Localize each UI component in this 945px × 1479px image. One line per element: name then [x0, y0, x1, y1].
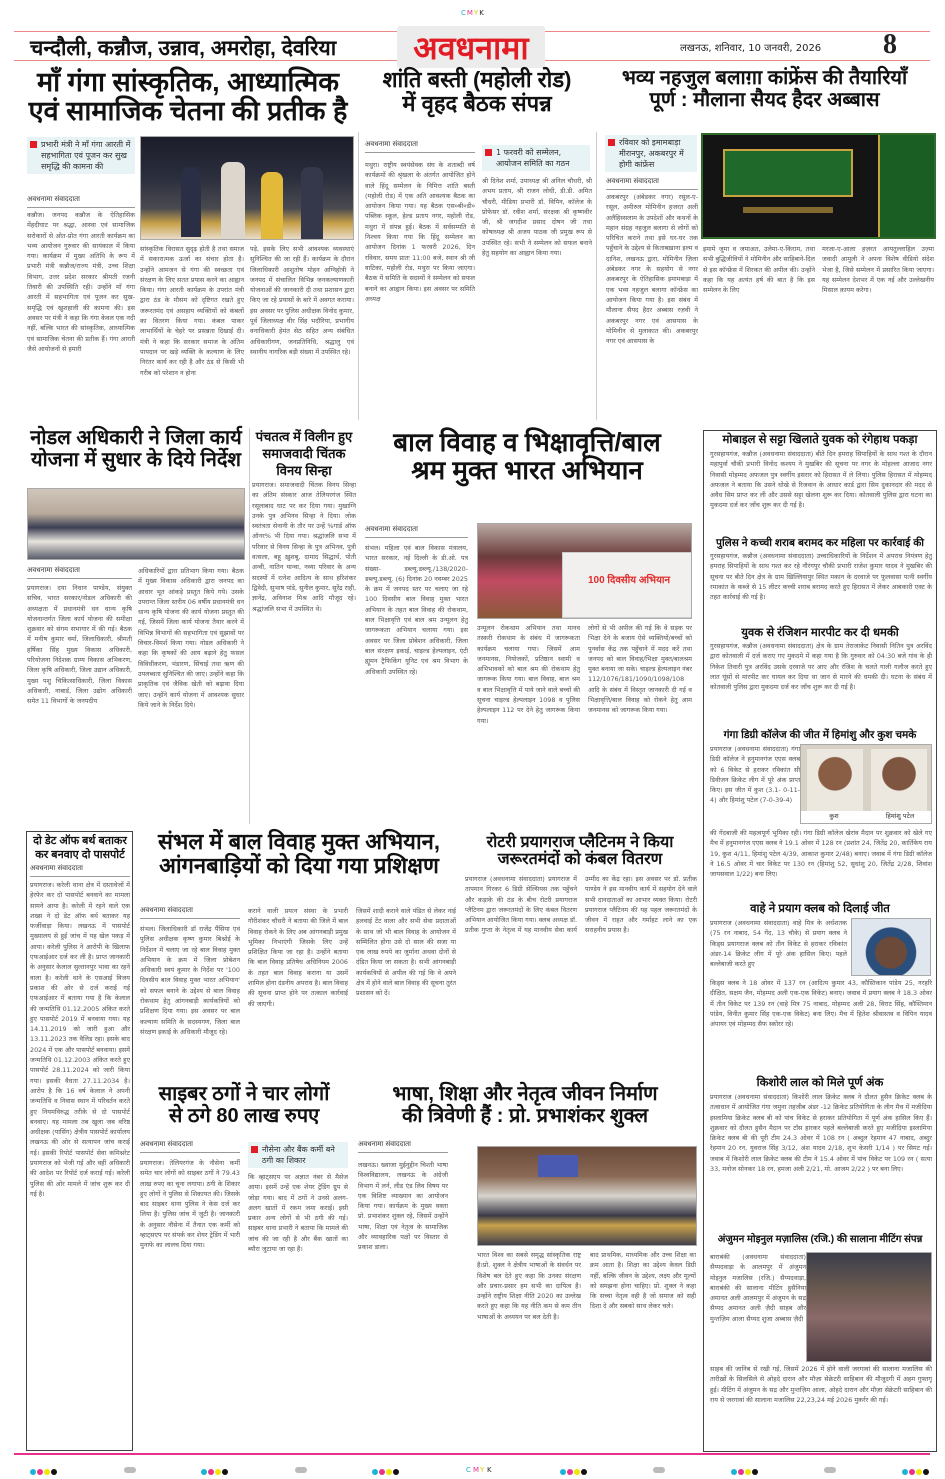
photo-nahjul-book-cover — [701, 133, 936, 239]
body-nodal-col2: अधिकारियों द्वारा प्रतिभाग किया गया। बैठक में मुख्य विकास अधिकारी द्वारा जनपद का आधार भूत आंकड़े प्रस्तुत किये गये। उसके उपरान्त जिला स्तरीय 06 वर्षीय प्रधानमंत्री धन धान्य कृषि योजना की कार्य योजना प्रस्तुत की गई, जिसमें जिला कार्य योजना तैयार करने में विभिन्न विभागों की सहभागिता एवं सुझावों पर विचार-विमर्श किया गया। नोडल अधिकारी ने कहा कि कृषकों की आय बढ़ाने हेतु फसल विविधीकरण, भंडारण, सिंचाई तथा ऋण की उपलब्धता सुनिश्चित की जाए। उन्होंने कहा कि प्राकृतिक एवं जैविक खेती को बढ़ावा दिया जाए। उन्होंने कार्य योजना में आवश्यक सुधार किये जाने के निर्देश दिये। — [138, 567, 244, 709]
photo-bhasha-lecture — [477, 1146, 697, 1246]
headline-bhasha[interactable]: भाषा, शिक्षा और नेतृत्व जीवन निर्माण की त्रिवेणी हैं : प्रो. प्रभाशंकर शुक्ल — [392, 1083, 658, 1127]
body-bal-vivah-col1: संभल। महिला एवं बाल विकास मंत्रालय, भारत सरकार, नई दिल्ली के डी.ओ. पत्र संख्या- डब्ल्यू.डब्ल्यू./138/2020- डब्ल्यू.डब्ल्यू. (6) दिनांक 20 नवम्बर 2025 के क्रम में जनपद स्तर पर चलाए जा रहे 100 दिवसीय बाल विवाह मुक्त भारत अभियान के तहत बाल विवाह की रोकथाम, बाल भिक्षावृत्ति एवं बाल श्रम उन्मूलन हेतु जागरूकता अभियान चलाया गया। इस अवसर पर जिला प्रोबेशन अधिकारी, जिला बाल संरक्षण इकाई, चाइल्ड हेल्पलाइन, एंटी ह्यूमन ट्रैफिकिंग यूनिट एवं श्रम विभाग के अधिकारी उपस्थित रहे। — [365, 544, 468, 676]
sidebar-body-7-wrap: बाराबंकी (अवधनामा संवाददाता) सैय्यदवाड़ा के आलमपुर में अंजुमन मोइनुल मजालिस (रजि.) सैय्यदवाड़ा, बाराबंकी की सालाना मीटिंग हुसैनिया अमानत अली आलमपुर में अंजुमन के सद्र सैय्यद अमानत अली ज़ैदी साहब और मुन्तज़िम आला सैय्यद शुजा अब्बास ज़ैदी — [710, 1253, 806, 1323]
headline-nodal[interactable]: नोडल अधिकारी ने जिला कार्य योजना में सुधार के दिये निर्देश — [30, 427, 242, 471]
callout-cyber: नौसेना और बैंक कर्मी बने ठगी का शिकार — [248, 1142, 348, 1168]
byline-bal-vivah-bharat: अवधनामा संवाददाता — [365, 525, 468, 538]
sidebar-body-6: प्रयागराज (अवधनामा संवाददाता) किशोरी लाल क्रिकेट क्लब ने दौलत हुसैन क्रिकेट क्लब के तत्वाधान में आयोजित गंगा जमुना तहजीब अंडर -12 क्रिकेट प्रतियोगिता के लीग मैच में मजीदिया इस्लामिया क्रिकेट क्लब बी को पांच विकेट से हराकर प्रतियोगिता में पूर्ण अंक हासिल किए हैं। शुक्रवार को दौलत हुसैन मैदान पर टॉस हारकर पहले बल्लेबाजी करते हुए मजीदिया इस्लामिया क्रिकेट क्लब बी की पूरी टीम 24.3 ओवर में 108 रन ( अब्दुल रेहमान 47 नाबाद, अब्दुर रेहमान 20 रन, युवराज सिंह 3/12, अंश यादव 2/18, शुभ केसरी 1/14 ) पर सिमट गई। जवाब में किशोरी लाल क्रिकेट क्लब की टीम ने 15.4 ओवर में पांच विकेट पर 109 रन ( सत्या 33, मनोज सोनकर 18 रन, हमजा अली 2/21, मो. आजम 2/22 ) पर बना लिए। — [710, 1093, 932, 1174]
page-number: 8 — [883, 29, 897, 60]
sidebar-headline-3[interactable]: युवक से रंजिशन मारपीट कर दी धमकी — [741, 627, 899, 639]
body-bal-vivah-col2: उन्मूलन रोकथाम अभियान तथा मानव तस्करी रोकथाम के संबंध में जागरूकता कार्यक्रम चलाया गया। जिसमें आम जनमानस, नियोजकों, प्रतिष्ठान स्वामी व अभिभावकों को बाल श्रम की रोकथाम हेतु जागरूक किया गया। बाल विवाह, बाल श्रम व बाल भिक्षावृत्ति में पाये जाने वाले बच्चों की सूचना चाइल्ड हेल्पलाइन 1098 व पुलिस हेल्पलाइन 112 पर देने हेतु जागरूक किया गया। — [477, 624, 580, 725]
body-sambhal-col2: कराने वाली प्रयत्न संस्था के प्रभारी गौरीशंकर चौधरी ने बताया की जिले में बाल विवाह रोकने के लिए अब आंगनबाड़ी प्रमुख भूमिका निभाएंगी जिसके लिए उन्हें प्रशिक्षित किया जा रहा है। उन्होंने बताया कि बाल विवाह प्रतिषेध अधिनियम 2006 के तहत बाल विवाह कराना या उसमें शामिल होना दंडनीय अपराध है। बाल विवाह की सूचना प्राप्त होने पर तत्काल कार्रवाई की जाएगी। — [248, 907, 348, 1008]
caption-himanshu: हिमांशु पटेल — [867, 811, 932, 823]
body-bal-vivah-col3: लोगों से भी अपील की गई कि वे सड़क पर भिक्षा देने के बजाय ऐसे व्यक्तियों/बच्चों को पुनर्वास केंद्र तक पहुँचाने में मदद करें तथा जनपद को बाल विवाह/भिक्षा मुक्त/बालश्रम मुक्त बनाया जा सके। चाइल्ड हेल्पलाइन नंबर 112/1076/181/1090/1098/108 आदि के संबंध में विस्तृत जानकारी दी गई व भिक्षावृत्ति/बाल विवाह को रोकने हेतु आम जनमानस को जागरूक किया गया। — [588, 624, 692, 715]
banner-text: 100 दिवसीय अभियान — [587, 575, 671, 586]
body-nodal-col1: प्रयागराज। दया निधान पाण्डेय, संयुक्त सचिव, भारत सरकार/नोडल अधिकारी की अध्यक्षता में प्रधानमंत्री धन धान्य कृषि योजनान्तर्गत जिला कार्य योजना की समीक्षा शुक्रवार को संगम सभागार में की गई। बैठक में मनीष कुमार वर्मा, जिलाधिकारी, श्रीमती हर्षिका सिंह मुख्य विकास अधिकारी, परियोजना निदेशक ग्राम्य विकास अभिकरण, जिला कृषि अधिकारी, जिला उद्यान अधिकारी, मुख्य पशु चिकित्साधिकारी, जिला विकास अधिकारी, नाबार्ड, जिला उद्योग अधिकारी समेत 11 विभागों के जनपदीय — [27, 584, 132, 706]
body-rotary: प्रयागराज (अवधनामा संवाददाता) प्रयागराज में तापमान गिरकर 6 डिग्री सेल्सियस तक पहुँचने और कड़ाके की ठंड के बीच रोटरी प्रयागराज प्लैटिनम द्वारा जरूरतमंदों के लिए कंबल वितरण अभियान आयोजित किया गया। क्लब अध्यक्ष डॉ. प्रतीक गुप्ता के नेतृत्व में यह मानवीय सेवा कार्य उम्मीद का केंद्र रहा। इस अवसर पर डॉ. प्रतीक पाण्डेय ने इस मानवीय कार्य में सहयोग देने वाले सभी दानदाताओं का आभार व्यक्त किया। रोटरी प्रयागराज प्लैटिनम की यह पहल जरूरतमंदों के जीवन में राहत और गर्माहट लाने का एक सराहनीय प्रयास है। — [465, 875, 697, 935]
byline-bhasha: अवधनामा संवाददाता — [358, 1140, 448, 1153]
byline-nodal: अवधनामा संवाददाता — [27, 566, 132, 579]
byline-cyber: अवधनामा संवाददाता — [140, 1140, 240, 1153]
body-shanti-col2: श्री दिनेश शर्मा, उपाध्यक्ष श्री अनिल चौधरी, श्री अभय प्रताप, श्री राजन लोधी, डी.डी. अमित चौधरी, मीडिया प्रभारी डॉ. विपिन, कॉलेज के प्रोफेसर डॉ. रवीश शर्मा, संरक्षक श्री कृष्णवीर जी, श्री जगदीश प्रसाद दोषन जी तथा कोषाध्यक्ष श्री अजय पाठक जी प्रमुख रूप से उपस्थित रहे। सभी ने सम्मेलन को सफल बनाने हेतु सहयोग का आह्वान किया गया। — [482, 177, 592, 258]
sidebar-headline-1[interactable]: मोबाइल से सट्टा खिलाते युवक को रंगेहाथ पकड़ा — [722, 434, 918, 446]
byline-sambhal: अवधनामा संवाददाता — [140, 906, 240, 919]
sidebar-body-3: गुरसहायगंज, कन्नौज (अवधनामा संवाददाता) क्षेत्र के ग्राम तेराजाकेट निवासी नितिन पुत्र अरविंद द्वारा कोतवाली में दर्ज कराए गए मुकदमे में कहा गया है कि गुरुवार को 04:30 बजे गांव के ही निकेश तिवारी पुत्र अरविंद उसके दरवाजे पर आए और रंजिश के चलते गाली गलौज करते हुए लात घूंसों से मारपीट कर घायल कर दिया था जान से मारने की धमकी दी। घटना के संबंध में कोतवाली पुलिस द्वारा मुकदमा दर्ज कर जाँच शुरू कर दी गई है। — [710, 642, 932, 692]
body-sambhal-col1: संभल। जिलाधिकारी डॉ राजेंद्र पैंसिया एवं पुलिस अधीक्षक कृष्ण कुमार बिश्नोई के निर्देशन में चलाए जा रहे बाल विवाह मुक्त अभियान के क्रम में जिला प्रोबेशन अधिकारी स्वयं कुमार के निर्देश पर '100 दिवसीय बाल विवाह मुक्त भारत अभियान' को सफल बनाने के उद्देश्य से बाल विवाह रोकथाम हेतु आंगनबाड़ी कार्यकत्रियों को प्रशिक्षण दिया गया। इस अवसर पर बाल कल्याण समिति के सदस्यगण, जिला बाल संरक्षण इकाई के अधिकारी मौजूद रहे। — [140, 925, 240, 1036]
sidebar-body-4-wrap: प्रयागराज (अवधनामा संवाददाता) गंगा डिग्री कॉलेज ने हनुमानगंज एएस क्लब को 6 विकेट से हराकर रविकांत सी डिवीजन क्रिकेट लीग में पूरे अंक प्राप्त किए। इस जीत में कुश (3.1- 0-11-4) और हिमांशु पटेल (7-0-39-4) — [710, 745, 800, 805]
photo-cricketers-kush-himanshu — [800, 744, 932, 824]
body-bhasha-col3: बाद प्राथमिक, माध्यमिक और उच्च शिक्षा का क्रम आता है। शिक्षा का उद्देश्य केवल डिग्री नहीं, बल्कि जीवन के उद्देश्य, लक्ष्य और मूल्यों को समझना होना चाहिए। प्रो. शुक्ल ने कहा कि सच्चा नेतृत्व वही है जो समाज को सही दिशा दे और सबको साथ लेकर चले। — [590, 1251, 696, 1311]
dateline: लखनऊ, शनिवार, 10 जनवरी, 2026 — [680, 43, 822, 54]
headline-vinay-sinha[interactable]: पंचतत्व में विलीन हुए समाजवादी चिंतक विनय सिन्हा — [255, 429, 353, 478]
headline-cyber[interactable]: साइबर ठगों ने चार लोगों से ठगे 80 लाख रुपए — [158, 1083, 330, 1127]
sidebar-body-7-full: साहब की जानिब से रखी गई, जिसमें 2026 में होने वाली जरगावां की सालाना मजालिस की तारीख़ों के सिलसिले से ओहदे दारान और मौज़ा सेक्रेटरी साहिबान की मौजूदगी में अहम गुफ्तगू हुई। मीटिंग में अंजुमन के सद्र और मुन्तज़िम आला, ओहदे दारान और मौज़ा सेक्रेटरी साहिबान की राय से जरगावां की सालाना मजालिस 22,23,24 मई 2026 मुकर्रर की गई। — [710, 1365, 932, 1404]
byline-nahjul: अवधनामा संवाददाता — [606, 177, 698, 190]
body-passport: प्रयागराज। करेली थाना क्षेत्र में दस्तावेजों में हेरफेर कर दो पासपोर्ट बनवाने का मामला सामने आया है। करेली में रहने वाले एक शख्स ने दो डेट ऑफ बर्थ बताकर यह फर्जीवाड़ा किया। लखनऊ में पासपोर्ट मुख्यालय से हुई जांच में यह खेल पकड़ में आया। करेली पुलिस ने आरोपी के खिलाफ एफआईआर दर्ज कर ली है। प्राप्त जानकारी के अनुसार केलाल सुल्तानपुर भावा का रहने वाला है। करेली थाने के एसआई विजय प्रकाश की ओर से दर्ज कराई गई एफआईआर में बताया गया है कि केलाल की जन्मतिथि 01.12.2005 अंकित करते हुए पासपोर्ट 2019 में बनवाया गया। यह 14.11.2019 को जारी हुआ और 13.11.2023 तक वैलिड रहा। इसके बाद 2024 में एक और पासपोर्ट बनवाया। इसमें जन्मतिथि 01.12.2003 अंकित करते हुए पासपोर्ट 28.11.2024 को जारी किया गया। इसकी वैधता 27.11.2034 है। आरोप है कि 16 वर्ष केलाल ने अपनी जन्मतिथि व निवास स्थान में परिवर्तन करते हुए नियमविरुद्ध तरीके से दो पासपोर्ट बनवाए। यह मामला तब खुला जब वरिष्ठ अधीक्षक (पासिंग) क्षेत्रीय पासपोर्ट कार्यालय लखनऊ की ओर से सत्यापन जांच कराई गई। इसकी रिपोर्ट पासपोर्ट सेवा कमिश्नरेट प्रयागराज को भेजी गई और वहीं अधिकारी की आदेश पर रिपोर्ट दर्ज कराई गई। करेली पुलिस की ओर मामले में जांच शुरू कर दी गई है। — [30, 881, 130, 1198]
column-rule — [249, 428, 250, 824]
bottom-rule — [14, 1453, 930, 1455]
headline-passport[interactable]: दो डेट ऑफ बर्थ बताकर कर बनवाए दो पासपोर्ट — [33, 835, 127, 861]
caption-kush: कुश — [801, 811, 867, 823]
headline-shanti-basti[interactable]: शांति बस्ती (महोली रोड) में वृहद बैठक संपन्न — [382, 67, 572, 116]
body-cyber-col1: प्रयागराज। तेलियरगंज के नौसेना कर्मी समेत चार लोगों को साइबर ठगों ने 79.43 लाख रुपए का चूना लगाया। ठगी के शिकार हुए लोगों ने पुलिस से शिकायत की। जिसके बाद साइबर थाना पुलिस ने केस दर्ज कर लिया है। पुलिस जांच में जुटी है। जानकारी के अनुसार नौसेना में तैनात एक कर्मी को व्हाट्सएप पर संपर्क कर शेयर ट्रेडिंग में भारी मुनाफे का लालच दिया गया। — [140, 1159, 240, 1250]
sidebar-body-5-full: किड्स क्लब ने 18 ओवर में 137 रन (आदित्य कुमार 43, कौस्तिकान पांडेय 25, नरहरि दीक्षित, सक्षम जैन, मोहम्मद अली एक-एक विकेट) बनाए। जवाब में प्रयाग क्लब ने 18.3 ओवर में तीन विकेट पर 139 रन (वाहे मित्र 75 नाबाद, मोहम्मद अली 28, विराट सिंह, कौस्तिमान पांडेय, विनीत कुमार सिंह एक-एक विकेट) बना लिए। मैच में हितेश श्रीवास्तव व विपिन यादव अंपायर एवं मोहम्मद सैफ स्कोरर रहे। — [710, 979, 932, 1029]
headline-ganga[interactable]: माँ गंगा सांस्कृतिक, आध्यात्मिक एवं सामाजिक चेतना की प्रतीक है — [28, 67, 348, 127]
sidebar-headline-6[interactable]: किशोरी लाल को मिले पूर्ण अंक — [756, 1077, 884, 1089]
photo-bal-vivah-rally — [477, 523, 692, 619]
sidebar-body-4-full: की गेंदबाजी की महत्वपूर्ण भूमिका रही। गंगा डिग्री कॉलेज खेरांव मैदान पर शुक्रवार को खेले गए मैच में हनुमानगंज एएस क्लब ने 19.1 ओवर में 128 रन (प्रशांत 24, जितेंद्र 20, कार्तिकेय राय 19, कुश 4/11, हिमांशु पटेल 4/39, आकाश कुमार 2/48) बनाए। जवाब में गंगा डिग्री कॉलेज ने 16.5 ओवर में चार विकेट पर 130 रन (हिमांशु 52, सुधांशु 20, जितेंद्र 2/28, शिवांश जायसवाल 1/22) बना लिए। — [710, 829, 932, 879]
body-nahjul-col3: मरजा-ए-आला हज़रत आयतुल्लाहिल उज़्मा जवादी आमुली ने अपना विशेष वीडियो संदेश भेजा है, जिसे सम्मेलन में प्रसारित किया जाएगा। यह सम्मेलन देशभर में एक नई और उल्लेखनीय मिसाल क़ायम करेगा। — [822, 245, 934, 295]
body-bhasha-col2: भारत विश्व का सबसे समृद्ध सांस्कृतिक राष्ट्र है।प्रो. शुक्ल ने क्षेत्रीय भाषाओं के संवर्धन पर विशेष बल देते हुए कहा कि उनका संरक्षण और प्रचार-प्रसार हम सभी का दायित्व है। उन्होंने राष्ट्रीय शिक्षा नीति 2020 का उल्लेख करते हुए कहा कि यह नीति कम से कम तीन भाषाओं के अध्ययन पर बल देती है। — [477, 1251, 581, 1321]
photo-nodal-meeting — [27, 488, 245, 560]
sidebar-body-2: गुरसहायगंज, कन्नौज (अवधनामा संवाददाता) उच्चाधिकारियों के निर्देशन में अपराध नियंत्रण हेतु हमराह सिपाहियों के साथ गश्त कर रहे नौरंगपुर चौकी प्रभारी राजेश कुमार यादव ने मुखबिर की सूचना पर बीते दिन क्षेत्र के ग्राम खिल्लियापुर स्थित मकान के दरवाजे पर फूलवासा पत्नी स्वर्गीय रमाकांत के कब्जे से 15 लीटर कच्ची शराब बरामद करते हुए हिरासत में लेकर आबकारी एक्ट के तहत कार्रवाई की गई है। — [710, 552, 932, 602]
sidebar-headline-5[interactable]: वाहे ने प्रयाग क्लब को दिलाई जीत — [750, 903, 890, 915]
registration-dots — [30, 1460, 930, 1479]
sidebar-headline-7[interactable]: अंजुमन मोइनुल मज़ालिस (रजि.) की सालाना मीटिंग संपन्न — [717, 1234, 923, 1245]
sidebar-body-5-wrap: प्रयागराज (अवधनामा संवाददाता) वाहे मित्र के अर्धशतक (75 रन नाबाद, 54 गेंद, 13 चौके) से प्रयाग क्लब ने किड्स प्रयागराज क्लब को तीन विकेट से हराकर रविकांत अंडर-14 क्रिकेट लीग में पूरे अंक हासिल किए। पहले बल्लेबाजी करते हुए — [710, 919, 847, 969]
byline-passport: अवधनामा संवाददाता — [30, 864, 130, 877]
byline-ganga: अवधनामा संवाददाता — [27, 195, 135, 208]
cmyk-registration-mark: CMYK — [461, 9, 485, 17]
sidebar-headline-4[interactable]: गंगा डिग्री कॉलेज की जीत में हिमांशु और कुश चमके — [723, 729, 917, 741]
body-nahjul-col1: अकबरपुर (अंबेडकर नगर) रसूल-ए-रसूल, अमीरुल मोमिनीन हजरत अली अलैहिस्सलाम के उपदेशों और कथनों के महान संग्रह नहजुल बलागा से लोगों को परिचित कराने तथा इसे घर-घर तक पहुँचाने के उद्देश्य से किताबख़ाना इल्म व दानिश, लखनऊ द्वारा, मोमिनीन ज़िला अंबेडकर नगर के सहयोग से नगर अकबरपुर के ऐतिहासिक इमामबाड़ा में एक भव्य नहजुल बलागा कॉन्फ्रेंस का आयोजन किया गया है। इस संबंध में मौलाना सैयद हैदर अब्बास रज़वी ने अकबरपुर नगर एवं आसपास के मोमिनीन से मुलाकात की। अकबरपुर नगर एवं आसपास के — [606, 193, 698, 346]
column-rule — [596, 132, 597, 420]
cmyk-bottom-mark: CMY K — [465, 1465, 493, 1474]
body-ganga-col2: सांस्कृतिक विरासत सुदृढ़ होती है तथा समाज में सकारात्मक ऊर्जा का संचार होता है। उन्होंने आमजन से गंगा की स्वच्छता एवं संरक्षण के लिए सतत प्रयास करने का आह्वान किया। गंगा आरती कार्यक्रम के उपरांत मंत्री द्वारा ठंड के मौसम को दृष्टिगत रखते हुए जरूरतमंद एवं असहाय व्यक्तियों को कंबलों का वितरण किया गया। कंबल पाकर लाभार्थियों के चेहरे पर प्रसन्नता दिखाई दी। मंत्री ने कहा कि सरकार समाज के अंतिम पायदान पर खड़े व्यक्ति के कल्याण के लिए निरंतर कार्य कर रही है और ठंड से किसी भी गरीब को परेशान न होना — [140, 245, 244, 377]
callout-ganga: प्रभारी मंत्री ने माँ गंगा आरती में सहभागिता एवं पूजन कर सुख समृद्धि की कामना की — [27, 137, 135, 174]
body-shanti-col1: मथुरा। राष्ट्रीय स्वयंसेवक संघ के शताब्दी वर्ष कार्यक्रमों की श्रृंखला के अंतर्गत आयोजित होने वाले हिंदू सम्मेलन के निमित्त शांति बस्ती (महोली रोड) में एक अति आवश्यक बैठक का आयोजन किया गया। यह बैठक एस०बी०डी० पब्लिक स्कूल, हेल्ड प्रताप नगर, महोली रोड, मथुरा में संपन्न हुई। बैठक में सर्वसम्मति से निश्चय किया गया कि हिंदू सम्मेलन का आयोजन दिनांक 1 फरवरी 2026, दिन रविवार, समय प्रातः 11:00 बजे, स्थान श्री जी वाटिका, महोली रोड, मथुरा पर किया जाएगा। बैठक में समिति के सदस्यों ने सम्मेलन को सफल बनाने का आह्वान किया। इस अवसर पर समिति अध्यक्ष — [365, 161, 475, 303]
body-nahjul-col2: इमामे जुमा व जमाअत, उलेमा-ए-किराम, तथा सभी बुद्धिजीवियों ने मोमिनीन और साहिबाने-दिल से इस कॉन्फ्रेंस में शिरकत की अपील की। उन्होंने कहा कि यह अत्यंत हर्ष की बात है कि इस सम्मेलन के लिए — [703, 245, 815, 295]
column-rule — [358, 132, 359, 420]
sidebar-headline-2[interactable]: पुलिस ने कच्ची शराब बरामद कर महिला पर कार्रवाई की — [715, 537, 924, 549]
sidebar-body-1: गुरसहायगंज, कन्नौज (अवधनामा संवाददाता) बीते दिन हमराह सिपाहियों के साथ गश्त के दौरान महापुर्वा चौकी प्रभारी विनोद कश्यप ने मुखबिर की सूचना पर नगर के मोहल्ला आजाद नगर निवासी मोहम्मद अफजल पुत्र स्वर्गीय इसरार को हिरासत में ले लिया। पुलिस हिरासत में मोहम्मद अफजल ने बताया कि उसने धोखे से रिजवान के आधार कार्ड द्वारा सिम दुकानदार की मदद से अवैध सिम प्राप्त कर ली और उससे सट्टा खेलना शुरू कर दिया। कोतवाली पुलिस द्वारा घटना का मुकदमा दर्ज कर जाँच शुरू कर दी गई है। — [710, 450, 932, 510]
masthead-logo[interactable] — [397, 26, 545, 68]
masthead-title: अवधनामा — [413, 30, 529, 66]
byline-shanti-basti: अवधनामा संवाददाता — [365, 140, 475, 153]
photo-wahe-mitra — [851, 918, 931, 976]
headline-bal-vivah-bharat[interactable]: बाल विवाह व भिक्षावृत्ति/बाल श्रम मुक्त भारत अभियान — [393, 427, 661, 486]
callout-shanti-basti: 1 फरवरी को सम्मेलन, आयोजन समिति का गठन — [482, 145, 590, 171]
body-sambhal-col3: जिसमें शादी कराने वाले पंडित से लेकर नाई हलवाई टेंट वाला और सभी सेवा प्रदाताओं के साथ जो भी बाल विवाह के आयोजन में सम्मिलित होगा उसे दो साल की सजा या एक लाख रुपये का जुर्माना अथवा दोनों से दंडित किया जा सकता है। सभी आंगनबाड़ी कार्यकत्रियों से अपील की गई कि वे अपने क्षेत्र में होने वाले बाल विवाह की सूचना तुरंत प्रशासन को दें। — [356, 907, 456, 998]
body-bhasha-col1: लखनऊ। ख्वाजा मुईनुद्दीन चिश्ती भाषा विश्वविद्यालय, लखनऊ के अंग्रेजी विभाग में लर्न, लीड एंड लिव विषय पर एक विशिष्ट व्याख्यान का आयोजन किया गया। कार्यक्रम के मुख्य वक्ता प्रो. प्रभाशंकर शुक्ल रहे, जिसमें उन्होंने भाषा, शिक्षा एवं नेतृत्व के सामाजिक और व्यावहारिक पक्षों पर विस्तार से प्रकाश डाला। — [358, 1161, 448, 1252]
callout-nahjul: रविवार को इमामबाड़ा मीरानपुर, अकबरपुर में होगी कांफ्रेंस — [605, 135, 697, 172]
headline-rotary[interactable]: रोटरी प्रयागराज प्लैटिनम ने किया जरूरतमंदों को कंबल वितरण — [486, 834, 674, 869]
body-ganga-col3: पड़े, इसके लिए सभी आवश्यक व्यवस्थाएं सुनिश्चित की जा रही हैं। कार्यक्रम के दौरान जिलाधिकारी आशुतोष मोहन अग्निहोत्री ने जनपद में संचालित विभिन्न जनकल्याणकारी योजनाओं की जानकारी दी तथा प्रशासन द्वारा किए जा रहे प्रयासों के बारे में अवगत कराया। इस अवसर पर पुलिस अधीक्षक विनोद कुमार, पूर्व जिलाध्यक्ष वीर सिंह भदौरिया, प्रभागीय वनाधिकारी हेमंत सेठ सहित अन्य संबंधित अधिकारीगण, जनप्रतिनिधि, श्रद्धालु एवं स्थानीय नागरिक बड़ी संख्या में उपस्थित रहे। — [250, 245, 354, 356]
photo-ganga-aarti — [140, 136, 354, 240]
photo-anjuman-meeting — [806, 1252, 932, 1362]
body-cyber-col2: कि व्हाट्सएप पर अज्ञात नंबर से मैसेज आया। इसमें उन्हें एक शेयर ट्रेडिंग ग्रुप से जोड़ा गया। बाद में ठगों ने उनसे अलग-अलग खातों में रकम जमा कराई। इसी प्रकार अन्य लोगों से भी ठगी की गई। साइबर थाना प्रभारी ने बताया कि मामले की जांच की जा रही है और बैंक खातों का ब्यौरा जुटाया जा रहा है। — [248, 1173, 348, 1254]
body-ganga-col1: कन्नौज। जनपद कन्नौज के ऐतिहासिक मेंहदीघाट पर श्रद्धा, आस्था एवं सामाजिक सरोकारों से ओत-प्रोत गंगा आरती कार्यक्रम का भव्य आयोजन गुरुवार की सायंकाल में किया गया। कार्यक्रम में मुख्य अतिथि के रूप में प्रभारी मंत्री कन्नौज/राज्य मंत्री, उच्च शिक्षा विभाग, उत्तर प्रदेश सरकार श्रीमती रजनी तिवारी की उपस्थिति रही। उन्होंने माँ गंगा आरती में सहभागिता एवं पूजन कर सुख-समृद्धि एवं खुशहाली की कामना की। इस अवसर पर मंत्री ने कहा कि गंगा केवल एक नदी नहीं, बल्कि भारत की सांस्कृतिक, आध्यात्मिक एवं सामाजिक चेतना की प्रतीक हैं। गंगा आरती जैसे आयोजनों से हमारी — [27, 211, 135, 353]
header-locations: चन्दौली, कन्नौज, उन्नाव, अमरोहा, देवरिया — [30, 37, 337, 60]
body-vinay-sinha: प्रयागराज। समाजवादी चिंतक विनय सिन्हा का अंतिम संस्कार आज तेलियरगंज स्थित रसूलाबाद घाट पर कर दिया गया। मुखाग्नि उनके पुत्र अभिनव सिन्हा ने दिया। लोक स्वतंत्रता सेनानी के तौर पर उन्हें %गार्ड ऑफ ऑनर% भी दिया गया। श्रद्धांजलि सभा में परिवार से विनय सिन्हा के पुत्र अभिनव, पुत्री वत्सला, बहू ख़ुशबू, दामाद सिद्धार्थ, पोती अन्वी, नातिन यान्वा, नव्या परिवार के अन्य सदस्यों में रत्नेश आदित्य के साथ हरिशंकर द्विवेदी, सुभाष पांडे, सुनील कुमार, सुरेंद्र राही, ज्ञानेंद्र, अविनाश मिश्र आदि मौजूद रहे। श्रद्धांजलि सभा में उपस्थित थे। — [252, 481, 356, 613]
headline-sambhal-bal-vivah[interactable]: संभल में बाल विवाह मुक्त अभियान, आंगनबाड़ियों को दिया गया प्रशिक्षण — [158, 829, 440, 878]
headline-nahjul-balagha[interactable]: भव्य नहजुल बलाग़ा कांफ्रेंस की तैयारियाँ पूर्ण : मौलाना सैयद हैदर अब्बास — [621, 67, 908, 111]
